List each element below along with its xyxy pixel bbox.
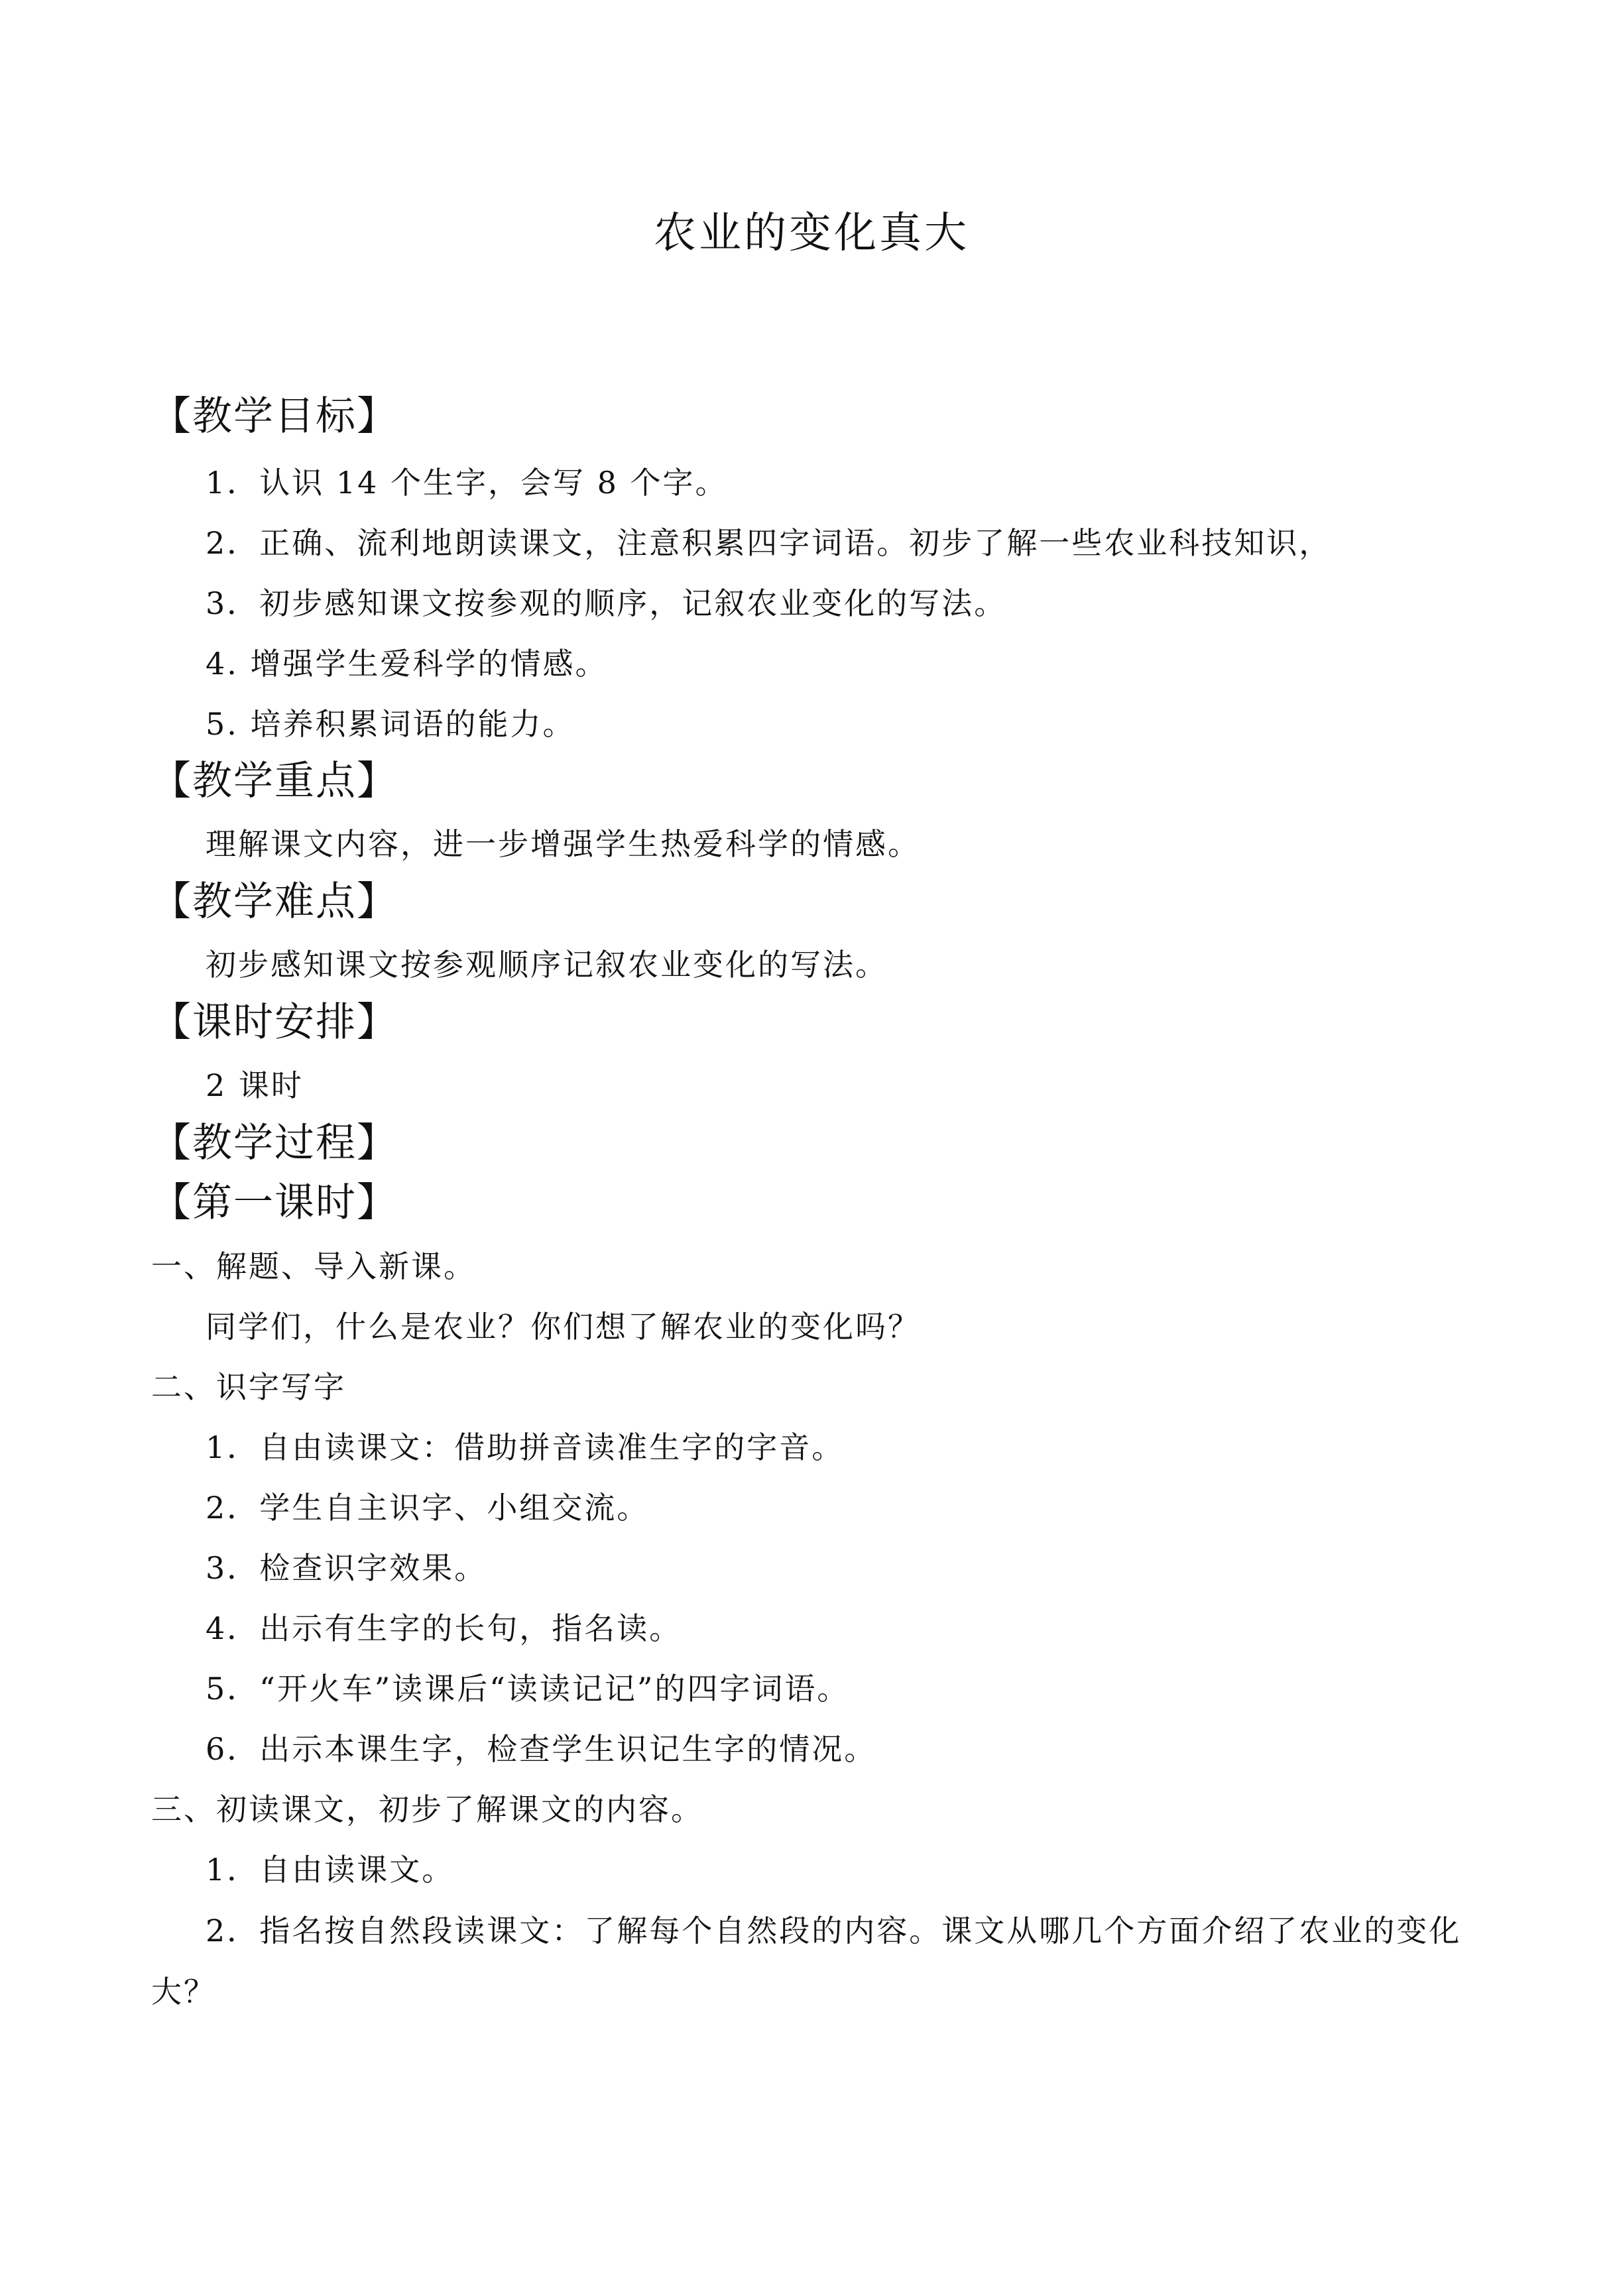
part-heading: 三、初读课文，初步了解课文的内容。 [151, 1791, 703, 1827]
list-item-continuation: 大？ [151, 1974, 216, 2010]
section-heading-goals: 【教学目标】 [151, 393, 398, 440]
list-item: 5．“开火车”读课后“读读记记”的四字词语。 [206, 1671, 850, 1707]
key-point-text: 理解课文内容，进一步增强学生热爱科学的情感。 [206, 826, 920, 862]
goal-item: 5. 培养积累词语的能力。 [206, 706, 575, 742]
list-item: 3．检查识字效果。 [206, 1550, 487, 1586]
goal-item: 4. 增强学生爱科学的情感。 [206, 646, 608, 682]
goal-item: 3．初步感知课文按参观的顺序，记叙农业变化的写法。 [206, 585, 1007, 621]
list-item: 1．自由读课文：借助拼音读准生字的字音。 [206, 1429, 845, 1465]
list-item: 1．自由读课文。 [206, 1852, 455, 1888]
schedule-text: 2 课时 [206, 1067, 304, 1103]
goal-item: 2．正确、流利地朗读课文，注意积累四字词语。初步了解一些农业科技知识， [206, 525, 1332, 561]
list-item: 2．指名按自然段读课文：了解每个自然段的内容。课文从哪几个方面介绍了农业的变化 [206, 1913, 1462, 1949]
part-heading: 二、识字写字 [151, 1369, 346, 1405]
difficulty-text: 初步感知课文按参观顺序记叙农业变化的写法。 [206, 947, 888, 983]
list-item: 4．出示有生字的长句，指名读。 [206, 1610, 682, 1646]
section-heading-process: 【教学过程】 [151, 1120, 398, 1166]
page-title: 农业的变化真大 [654, 209, 969, 258]
section-heading-lesson1: 【第一课时】 [151, 1179, 398, 1226]
goal-item: 1．认识 14 个生字，会写 8 个字。 [206, 465, 728, 501]
section-heading-difficulty: 【教学难点】 [151, 878, 398, 925]
section-heading-schedule: 【课时安排】 [151, 999, 398, 1046]
section-heading-key: 【教学重点】 [151, 758, 398, 804]
part-heading: 一、解题、导入新课。 [151, 1248, 476, 1284]
list-item: 6．出示本课生字，检查学生识记生字的情况。 [206, 1731, 877, 1767]
list-item: 2．学生自主识字、小组交流。 [206, 1490, 650, 1526]
part-text: 同学们，什么是农业？你们想了解农业的变化吗？ [206, 1309, 920, 1345]
